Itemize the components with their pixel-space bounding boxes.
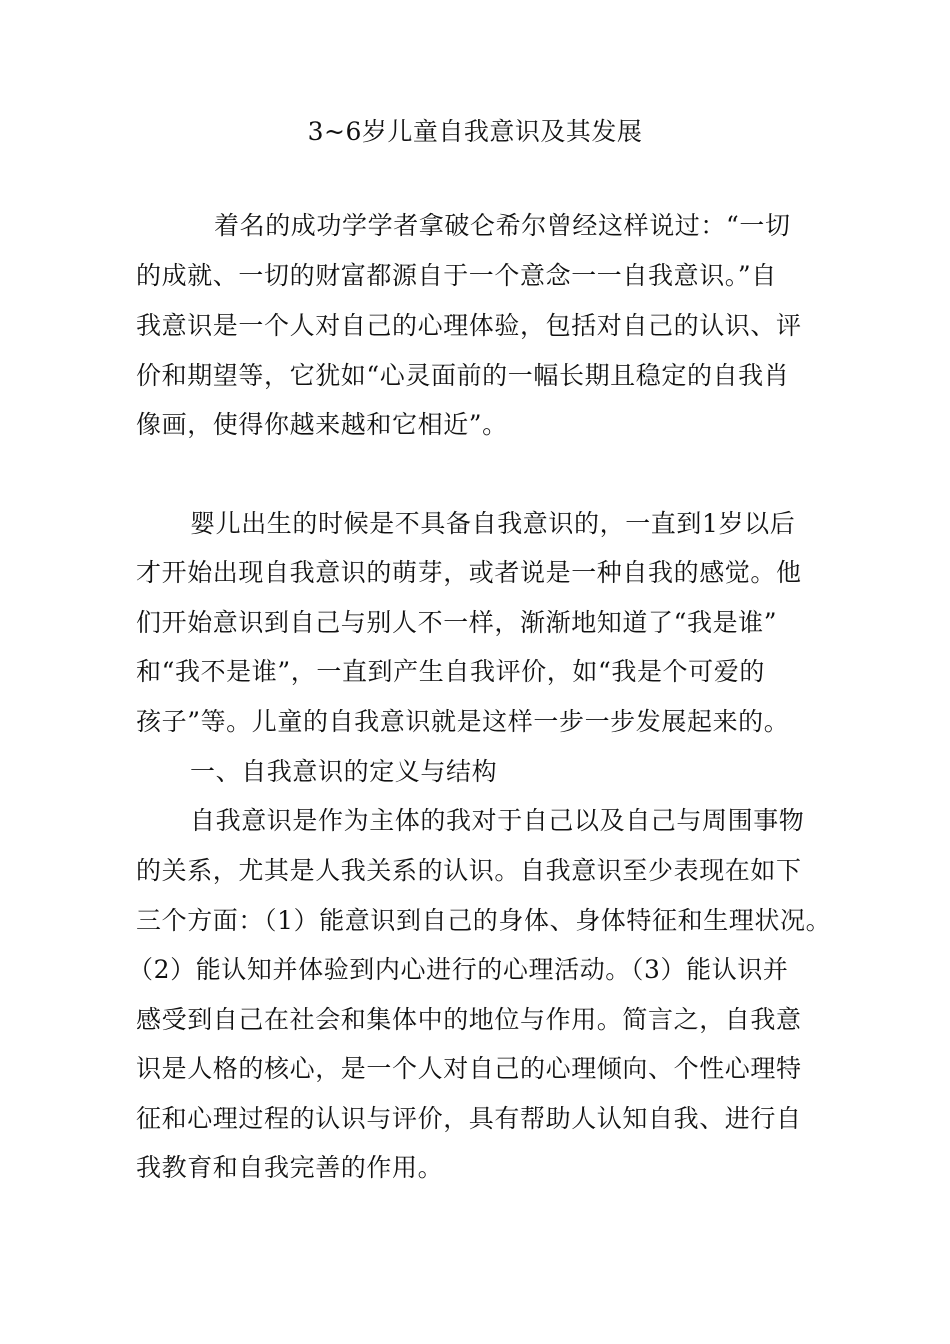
paragraph-3-line-8: 我教育和自我完善的作用。 (136, 1153, 444, 1182)
paragraph-2-line-3: 们开始意识到自己与别人不一样，渐渐地知道了“我是谁” (136, 608, 778, 637)
paragraph-3-line-3: 三个方面：（1）能意识到自己的身体、身体特征和生理状况。 (136, 906, 832, 935)
paragraph-2-line-4: 和“我不是谁”，一直到产生自我评价，如“我是个可爱的 (136, 657, 765, 686)
paragraph-3-line-2: 的关系，尤其是人我关系的认识。自我意识至少表现在如下 (136, 856, 802, 885)
paragraph-1-line-2: 的成就、一切的财富都源自于一个意念一一自我意识。”自 (136, 261, 777, 290)
paragraph-3-line-7: 征和心理过程的认识与评价，具有帮助人认知自我、进行自 (136, 1104, 802, 1133)
paragraph-1-line-3: 我意识是一个人对自己的心理体验，包括对自己的认识、评 (136, 311, 802, 340)
paragraph-1-line-5: 像画，使得你越来越和它相近”。 (136, 410, 508, 439)
paragraph-3-line-4: （2）能认知并体验到内心进行的心理活动。（3）能认识并 (128, 955, 789, 984)
paragraph-2-line-5: 孩子”等。儿童的自我意识就是这样一步一步发展起来的。 (136, 707, 790, 736)
section-heading: 一、自我意识的定义与结构 (190, 757, 498, 786)
paragraph-1-line-1: 着名的成功学学者拿破仑希尔曾经这样说过：“一切 (214, 211, 791, 240)
paragraph-2-line-1: 婴儿出生的时候是不具备自我意识的，一直到1岁以后 (190, 509, 796, 538)
document-title: 3~6岁儿童自我意识及其发展 (307, 117, 643, 146)
paragraph-3-line-6: 识是人格的核心，是一个人对自己的心理倾向、个性心理特 (136, 1054, 802, 1083)
paragraph-2-line-2: 才开始出现自我意识的萌芽，或者说是一种自我的感觉。他 (136, 558, 802, 587)
paragraph-3-line-1: 自我意识是作为主体的我对于自己以及自己与周围事物 (190, 806, 805, 835)
paragraph-3-line-5: 感受到自己在社会和集体中的地位与作用。简言之，自我意 (136, 1005, 802, 1034)
paragraph-1-line-4: 价和期望等，它犹如“心灵面前的一幅长期且稳定的自我肖 (136, 361, 790, 390)
